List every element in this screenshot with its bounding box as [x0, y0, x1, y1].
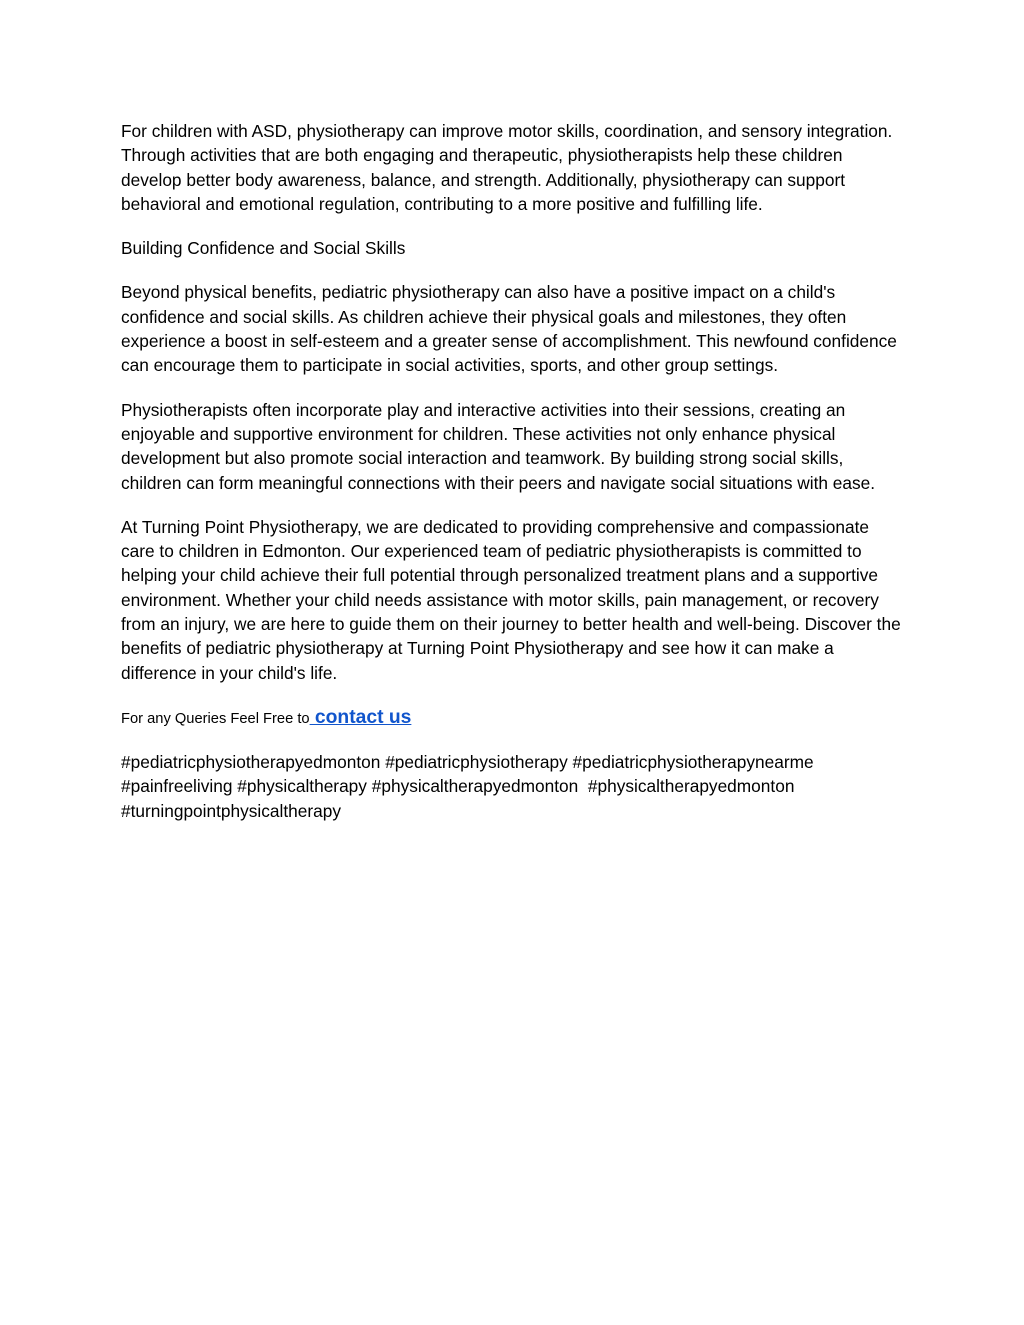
contact-prefix: For any Queries Feel Free to [121, 710, 310, 727]
paragraph-play-activities: Physiotherapists often incorporate play and interactive activities into their sessions, creating an enjoyable and supportive environment for children. These activities not only enhance physical development but also promote social interaction and teamwork. By building strong social skills, children can form meaningful connections with their peers and navigate social situations with ease. [121, 399, 876, 493]
paragraph-turning-point: At Turning Point Physiotherapy, we are dedicated to providing comprehensive and compassionate care to children in Edmonton. Our experienced team of pediatric physiotherapists is committed to helping your child achieve their full potential through personalized treatment plans and a supportive environment. Whether your child needs assistance with motor skills, pain management, or recovery from an injury, we are here to guide them on their journey to better health and well-being. Discover the benefits of pediatric physiotherapy at Turning Point Physiotherapy and see how it can make a difference in your child's life. [121, 516, 901, 683]
paragraph-asd: For children with ASD, physiotherapy can improve motor skills, coordination, and sensory integration. Through activities that are both engaging and therapeutic, physiotherapists help these children develop better body awareness, balance, and strength. Additionally, physiotherapy can support behavioral and emotional regulation, contributing to a more positive and fulfilling life. [121, 121, 893, 214]
section-heading-confidence: Building Confidence and Social Skills [121, 238, 406, 259]
hashtags: #pediatricphysiotherapyedmonton #pediatricphysiotherapy #pediatricphysiotherapynearme #painfreeliving #physicaltherapy #physicaltherapyedmonton #physicaltherapyedmonton #turningpointphysicaltherapy [121, 751, 819, 821]
contact-line [121, 705, 905, 732]
paragraph-beyond-physical: Beyond physical benefits, pediatric physiotherapy can also have a positive impact on a child's confidence and social skills. As children achieve their physical goals and milestones, they often experience a boost in self-esteem and a greater sense of accomplishment. This newfound confidence can encourage them to participate in social activities, sports, and other group settings. [121, 282, 897, 376]
contact-us-link[interactable]: contact us [309, 706, 412, 728]
document-page [121, 119, 905, 823]
